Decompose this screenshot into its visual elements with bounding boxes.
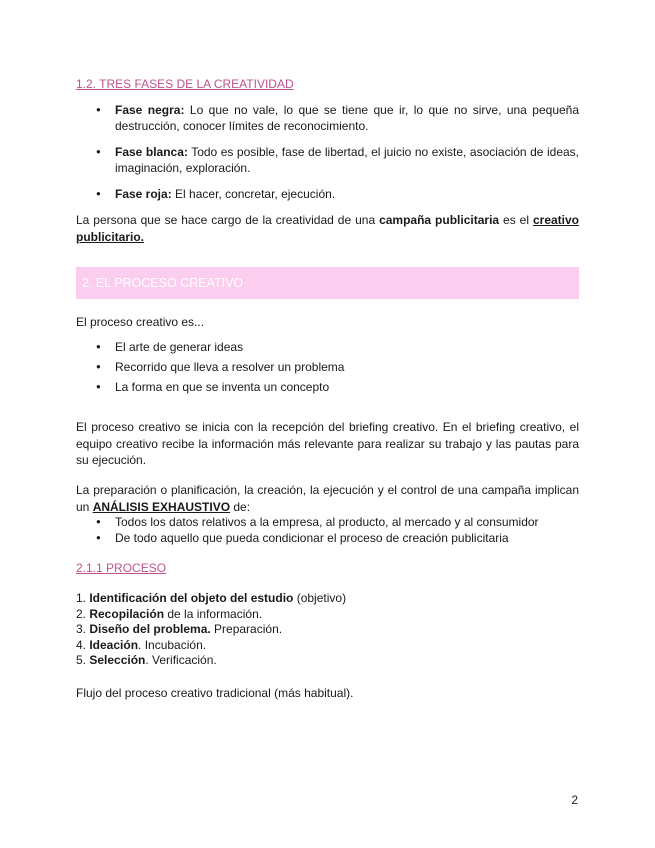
phase-term: Fase roja: [115, 187, 172, 201]
phase-text: Todo es posible, fase de libertad, el juicio no existe, asociación de ideas, imaginación, exploración. [115, 145, 580, 175]
step-number: 1. [76, 591, 90, 605]
step-term: Identificación del objeto del estudio [89, 591, 294, 605]
text-span: es el [499, 213, 533, 227]
text-span: de: [230, 499, 251, 514]
phase-text: Lo que no vale, lo que se tiene que ir, lo que no sirve, una pequeña destrucción, conocer límites de reconocimiento. [115, 103, 580, 133]
step-number: 3. [76, 622, 90, 636]
list-item: ● Todos los datos relativos a la empresa, al producto, al mercado y al consumidor [76, 514, 579, 530]
section-2-1-1-heading: 2.1.1 PROCESO [76, 561, 167, 575]
page-number: 2 [571, 793, 578, 807]
text-span: La preparación o planificación, la creación, la ejecución y el control de una campaña implican un [76, 483, 579, 514]
definitions-list [76, 339, 579, 395]
list-item: ● El arte de generar ideas [76, 339, 579, 355]
step-number: 2. [76, 606, 90, 621]
creative-paragraph [76, 212, 579, 245]
phase-term: Fase negra: [115, 103, 185, 117]
list-item [76, 638, 346, 654]
list-item [76, 102, 579, 134]
list-item: ● La forma en que se inventa un concepto [76, 379, 579, 395]
list-item [76, 144, 579, 176]
analysis-paragraph [76, 482, 579, 515]
underlined-term: creativo publicitario. [76, 213, 579, 244]
step-term: Diseño del problema. [89, 622, 211, 636]
step-term: Recopilación [89, 606, 165, 621]
list-item [76, 186, 579, 202]
step-text: Preparación. [210, 622, 283, 636]
step-text: de la información. [164, 606, 263, 621]
intro-text: El proceso creativo es... [76, 315, 205, 329]
list-item [76, 591, 346, 607]
briefing-paragraph: El proceso creativo se inicia con la recepción del briefing creativo. En el briefing creativo, el equipo creativo recibe la información más relevante para realizar su trabajo y las pautas para su ejecución. [76, 420, 579, 467]
step-text: . Verificación. [145, 653, 217, 667]
list-item: ● Recorrido que lleva a resolver un problema [76, 359, 579, 375]
phase-term: Fase blanca: [115, 145, 188, 159]
step-term: Ideación [89, 637, 139, 652]
phases-list [76, 102, 579, 202]
step-term: Selección [89, 653, 146, 667]
step-text: (objetivo) [293, 591, 347, 605]
step-text: . Incubación. [138, 637, 207, 652]
section-1-2-heading: 1.2. TRES FASES DE LA CREATIVIDAD [76, 77, 294, 91]
step-number: 4. [76, 637, 90, 652]
list-item [76, 653, 346, 669]
phase-text: El hacer, concretar, ejecución. [171, 187, 336, 201]
section-2-heading: 2. EL PROCESO CREATIVO [76, 267, 579, 299]
bold-term: campaña publicitaria [379, 213, 500, 227]
list-item [76, 622, 346, 638]
underlined-term: ANÁLISIS EXHAUSTIVO [92, 499, 231, 514]
analysis-list [76, 514, 579, 546]
step-number: 5. [76, 653, 90, 667]
process-steps [76, 591, 346, 669]
text-span: La persona que se hace cargo de la creatividad de una [76, 213, 380, 227]
flow-caption: Flujo del proceso creativo tradicional (más habitual). [76, 686, 354, 700]
list-item [76, 607, 346, 623]
list-item: ● De todo aquello que pueda condicionar el proceso de creación publicitaria [76, 530, 579, 546]
